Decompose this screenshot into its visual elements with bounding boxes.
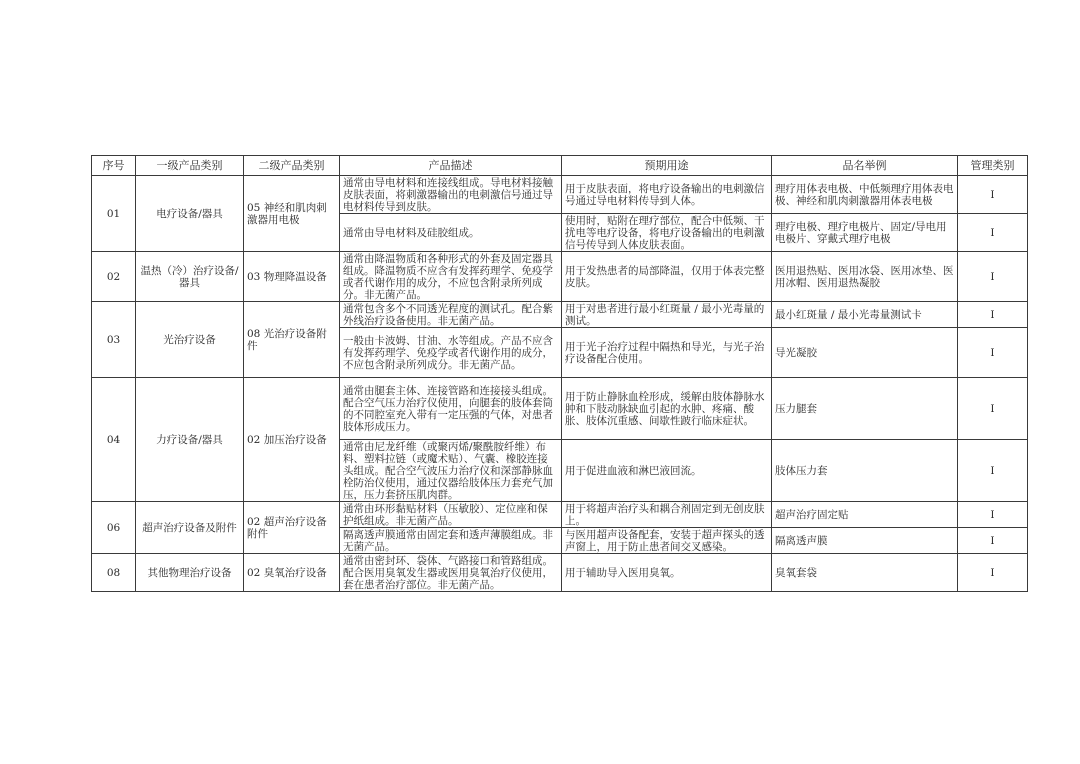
row-cat1: 光治疗设备: [136, 302, 244, 378]
row-desc: 通常由降温物质和各种形式的外套及固定器具组成。降温物质不应含有发挥药理学、免疫学或者代谢作用的成分，不应包含附录所列成分。非无菌产品。: [340, 252, 562, 302]
row-cat2: 02 臭氧治疗设备: [244, 554, 340, 592]
header-no: 序号: [92, 156, 136, 176]
header-cat2: 二级产品类别: [244, 156, 340, 176]
row-use: 用于防止静脉血栓形成，缓解由肢体静脉水肿和下肢动脉缺血引起的水肿、疼痛、酸胀、肢体沉重感、间歇性跛行临床症状。: [562, 378, 772, 440]
row-use: 使用时，贴附在理疗部位，配合中低频、干扰电等电疗设备，将电疗设备输出的电刺激信号传导到人体皮肤表面。: [562, 214, 772, 252]
row-desc: 通常由导电材料和连接线组成。导电材料接触皮肤表面，将刺激器输出的电刺激信号通过导电材料传导到皮肤。: [340, 176, 562, 214]
row-examples: 肢体压力套: [772, 440, 958, 502]
row-use: 用于皮肤表面，将电疗设备输出的电刺激信号通过导电材料传导到人体。: [562, 176, 772, 214]
table-row: [92, 252, 1028, 302]
row-desc: 通常由尼龙纤维（或聚丙烯/聚酰胺纤维）布料、塑料拉链（或魔术贴）、气囊、橡胶连接头组成。配合空气波压力治疗仪和深部静脉血栓防治仪使用，通过仪器给肢体压力套充气加压，压力套挤压肌肉群。: [340, 440, 562, 502]
row-desc: 隔离透声膜通常由固定套和透声薄膜组成。非无菌产品。: [340, 528, 562, 554]
row-desc: 通常由密封环、袋体、气路接口和管路组成。配合医用臭氧发生器或医用臭氧治疗仪使用，套在患者治疗部位。非无菌产品。: [340, 554, 562, 592]
row-class: I: [958, 302, 1028, 328]
row-no: 02: [92, 252, 136, 302]
row-examples: 臭氧套袋: [772, 554, 958, 592]
row-cat2: 02 加压治疗设备: [244, 378, 340, 502]
row-desc: 通常由导电材料及硅胶组成。: [340, 214, 562, 252]
row-desc: 一般由卡波姆、甘油、水等组成。产品不应含有发挥药理学、免疫学或者代谢作用的成分，不应包含附录所列成分。非无菌产品。: [340, 328, 562, 378]
row-cat1: 温热（冷）治疗设备/器具: [136, 252, 244, 302]
row-use: 用于辅助导入医用臭氧。: [562, 554, 772, 592]
row-examples: 理疗电极、理疗电极片、固定/导电用电极片、穿戴式理疗电极: [772, 214, 958, 252]
row-use: 用于发热患者的局部降温，仅用于体表完整皮肤。: [562, 252, 772, 302]
row-cat2: 02 超声治疗设备附件: [244, 502, 340, 554]
row-examples: 超声治疗固定贴: [772, 502, 958, 528]
row-class: I: [958, 528, 1028, 554]
row-examples: 隔离透声膜: [772, 528, 958, 554]
table-row: [92, 176, 1028, 214]
row-no: 08: [92, 554, 136, 592]
row-cat2: 05 神经和肌肉刺激器用电极: [244, 176, 340, 252]
row-use: 用于将超声治疗头和耦合剂固定到无创皮肤上。: [562, 502, 772, 528]
row-desc: 通常包含多个不同透光程度的测试孔。配合紫外线治疗设备使用。非无菌产品。: [340, 302, 562, 328]
row-no: 04: [92, 378, 136, 502]
row-no: 01: [92, 176, 136, 252]
row-examples: 理疗用体表电极、中低频理疗用体表电极、神经和肌肉刺激器用体表电极: [772, 176, 958, 214]
row-use: 用于光子治疗过程中隔热和导光，与光子治疗设备配合使用。: [562, 328, 772, 378]
row-desc: 通常由环形黏贴材料（压敏胶）、定位座和保护纸组成。非无菌产品。: [340, 502, 562, 528]
row-class: I: [958, 328, 1028, 378]
table-row: [92, 554, 1028, 592]
row-class: I: [958, 554, 1028, 592]
table-row: [92, 502, 1028, 528]
row-examples: 最小红斑量 / 最小光毒量测试卡: [772, 302, 958, 328]
row-examples: 医用退热贴、医用冰袋、医用冰垫、医用冰帽、医用退热凝胶: [772, 252, 958, 302]
row-cat2: 03 物理降温设备: [244, 252, 340, 302]
header-use: 预期用途: [562, 156, 772, 176]
product-classification-table: [91, 155, 1028, 592]
header-desc: 产品描述: [340, 156, 562, 176]
table-row: [92, 302, 1028, 328]
row-use: 用于促进血液和淋巴液回流。: [562, 440, 772, 502]
row-no: 03: [92, 302, 136, 378]
header-class: 管理类别: [958, 156, 1028, 176]
row-cat1: 超声治疗设备及附件: [136, 502, 244, 554]
row-class: I: [958, 502, 1028, 528]
row-no: 06: [92, 502, 136, 554]
row-class: I: [958, 176, 1028, 214]
row-cat1: 其他物理治疗设备: [136, 554, 244, 592]
row-class: I: [958, 252, 1028, 302]
row-cat2: 08 光治疗设备附件: [244, 302, 340, 378]
row-use: 与医用超声设备配套，安装于超声探头的透声窗上，用于防止患者间交叉感染。: [562, 528, 772, 554]
row-cat1: 力疗设备/器具: [136, 378, 244, 502]
header-cat1: 一级产品类别: [136, 156, 244, 176]
row-class: I: [958, 378, 1028, 440]
header-row: [92, 156, 1028, 176]
table-row: [92, 378, 1028, 440]
row-cat1: 电疗设备/器具: [136, 176, 244, 252]
row-examples: 压力腿套: [772, 378, 958, 440]
header-examples: 品名举例: [772, 156, 958, 176]
row-examples: 导光凝胶: [772, 328, 958, 378]
row-desc: 通常由腿套主体、连接管路和连接接头组成。配合空气压力治疗仪使用，向腿套的肢体套筒的不同腔室充入带有一定压强的气体，对患者肢体形成压力。: [340, 378, 562, 440]
row-class: I: [958, 214, 1028, 252]
row-class: I: [958, 440, 1028, 502]
row-use: 用于对患者进行最小红斑量 / 最小光毒量的测试。: [562, 302, 772, 328]
